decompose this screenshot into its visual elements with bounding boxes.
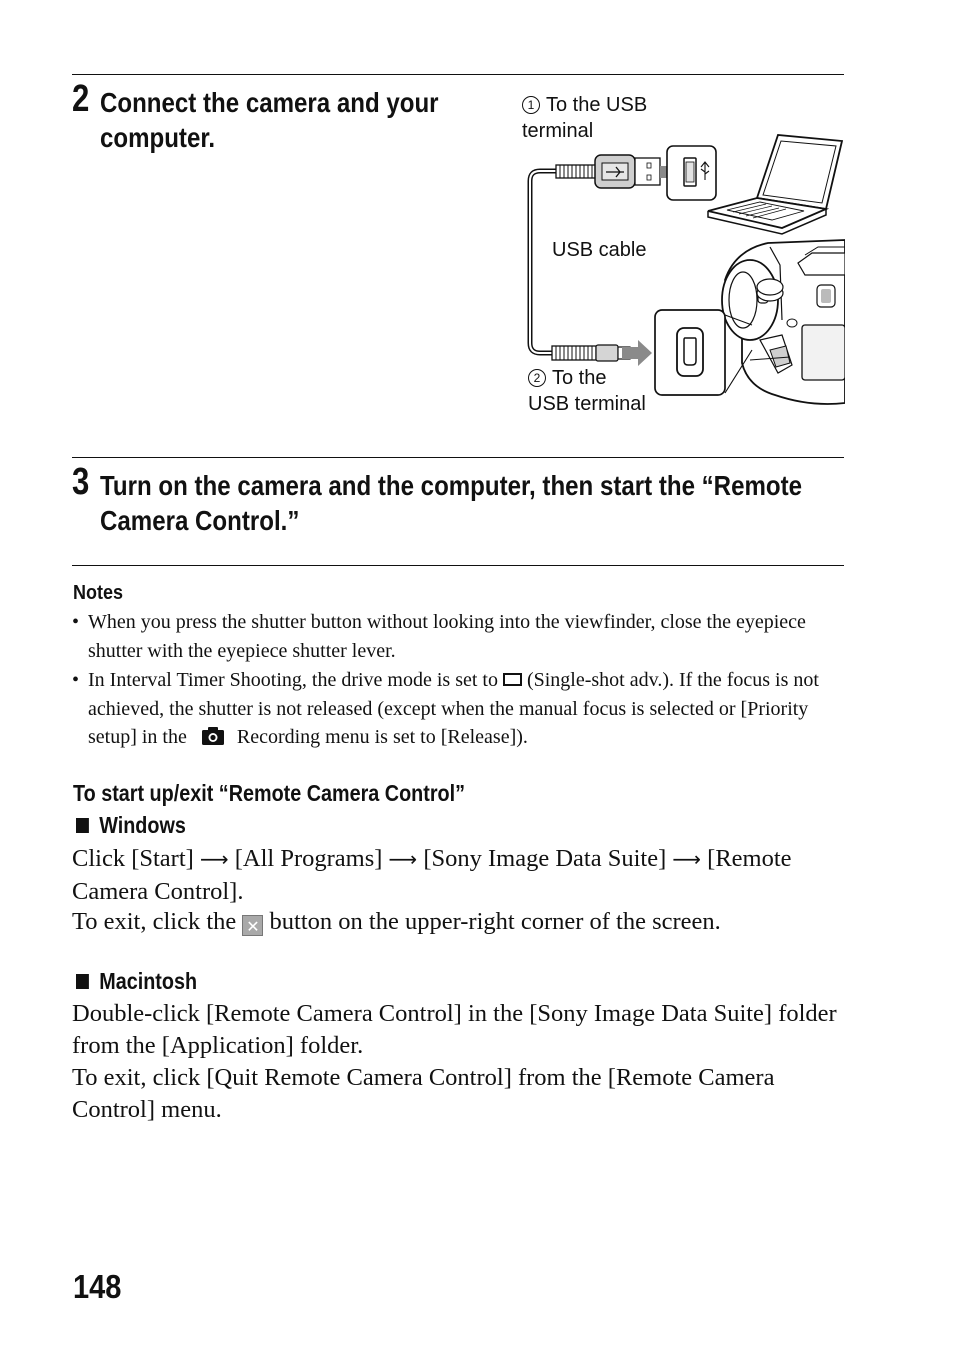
usb-connection-diagram	[520, 125, 845, 425]
windows-exit-part2: button on the upper-right corner of the screen.	[269, 908, 721, 935]
bullet: •	[72, 669, 80, 691]
menu-sony-image-data-suite: [Sony Image Data Suite]	[423, 845, 667, 872]
usb-a-plug-icon	[556, 155, 660, 188]
step-2-title	[100, 85, 439, 155]
windows-click: Click	[72, 845, 126, 872]
camera-icon	[192, 726, 232, 746]
note-2-text-part2: (Single-shot adv.). If the focus is not achieved, the shutter is not released (except when the manual focus is selected or [Priority setup] in the	[88, 669, 819, 748]
arrow-right-icon: ⟶	[388, 847, 418, 871]
menu-remote-camera-control: [Remote Camera Control].	[72, 845, 792, 905]
section-heading: To start up/exit “Remote Camera Control”	[73, 780, 465, 806]
menu-start: [Start]	[131, 845, 194, 872]
windows-exit	[72, 906, 842, 938]
windows-exit-part1: To exit, click the	[72, 908, 237, 935]
note-item-2	[72, 666, 832, 752]
note-2-text-part1: In Interval Timer Shooting, the drive mode is set to	[88, 669, 498, 691]
step-2-title-line1: Connect the camera and your	[100, 87, 439, 118]
windows-heading	[76, 811, 186, 839]
note-1-text: When you press the shutter button without looking into the viewfinder, close the eyepiece shutter with the eyepiece shutter lever.	[88, 611, 806, 662]
close-x-icon: ✕	[242, 915, 263, 936]
step-3-top-rule	[72, 457, 844, 458]
windows-instructions	[72, 843, 842, 907]
mini-usb-plug-icon	[552, 345, 630, 361]
arrow-right-icon: ⟶	[672, 847, 702, 871]
menu-all-programs: [All Programs]	[234, 845, 383, 872]
windows-heading-text: Windows	[99, 812, 186, 838]
single-shot-icon	[503, 673, 522, 686]
camera-body-icon	[722, 240, 845, 404]
circled-number-1: 1	[522, 96, 540, 114]
bullet: •	[72, 611, 80, 633]
callout2-line1: To the	[552, 367, 607, 389]
arrow-to-camera-icon	[622, 340, 652, 366]
mac-exit: To exit, click [Quit Remote Camera Control] from the [Remote Camera Control] menu.	[72, 1064, 775, 1123]
black-square-icon	[76, 974, 89, 989]
callout2-line2: USB terminal	[528, 393, 646, 415]
laptop-icon	[708, 135, 842, 234]
step-3-title-line1: Turn on the camera and the computer, then start the “Remote	[100, 470, 803, 501]
note-2-text-part3: Recording menu is set to [Release]).	[236, 726, 528, 748]
step-number-2: 2	[72, 78, 90, 120]
arrow-right-icon: ⟶	[199, 847, 229, 871]
macintosh-heading	[76, 967, 197, 995]
usb-port-computer-icon	[667, 146, 716, 200]
usb-cable-label: USB cable	[552, 239, 647, 261]
step-3-bottom-rule	[72, 565, 844, 566]
circled-number-2: 2	[528, 369, 546, 387]
top-rule	[72, 74, 844, 75]
step-number-3: 3	[72, 461, 90, 503]
macintosh-heading-text: Macintosh	[99, 968, 198, 994]
step-3-title-line2: Camera Control.”	[100, 505, 300, 536]
callout1-line2: terminal	[522, 120, 594, 142]
callout1-line1: To the USB	[546, 94, 648, 116]
black-square-icon	[76, 818, 89, 833]
notes-heading: Notes	[73, 582, 124, 604]
mac-instructions: Double-click [Remote Camera Control] in the [Sony Image Data Suite] folder from the [Application] folder.	[72, 1000, 837, 1059]
step-3-title	[100, 468, 802, 538]
page-number: 148	[73, 1268, 122, 1305]
usb-cable	[530, 171, 594, 353]
note-item-1	[72, 608, 832, 665]
step-2-title-line2: computer.	[100, 122, 216, 153]
